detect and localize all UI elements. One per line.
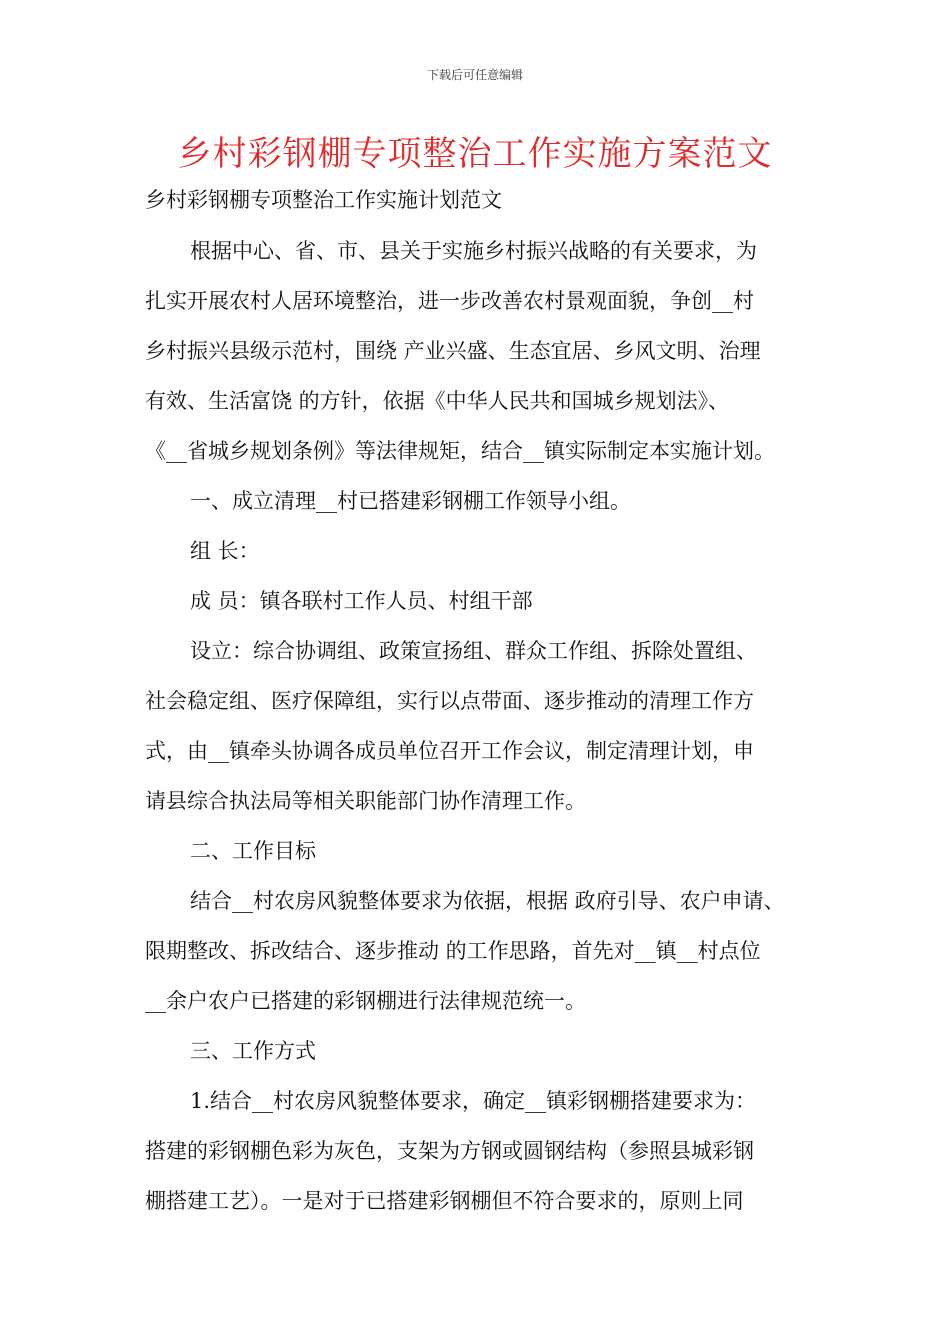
paragraph-line: 《__省城乡规划条例》等法律规矩，结合__镇实际制定本实施计划。 [145,439,775,463]
section-heading-1: 一、成立清理__村已搭建彩钢棚工作领导小组。 [190,489,631,513]
paragraph-line: 结合__村农房风貌整体要求为依据，根据 政府引导、农户申请、 [190,889,785,913]
paragraph-line: __余户农户已搭建的彩钢棚进行法律规范统一。 [145,989,586,1013]
paragraph-line: 设立：综合协调组、政策宣扬组、群众工作组、拆除处置组、 [190,639,757,663]
subtitle-line: 乡村彩钢棚专项整治工作实施计划范文 [145,188,502,212]
paragraph-line: 棚搭建工艺）。一是对于已搭建彩钢棚但不符合要求的，原则上同 [145,1189,744,1213]
paragraph-line: 请县综合执法局等相关职能部门协作清理工作。 [145,789,586,813]
paragraph-line: 式，由__镇牵头协调各成员单位召开工作会议，制定清理计划，申 [145,739,754,763]
section-heading-2: 二、工作目标 [190,839,316,863]
header-note: 下载后可任意编辑 [426,68,523,82]
paragraph-line: 搭建的彩钢棚色彩为灰色，支架为方钢或圆钢结构（参照县城彩钢 [145,1139,754,1163]
paragraph-line: 根据中心、省、市、县关于实施乡村振兴战略的有关要求，为 [190,239,757,263]
group-members-line: 成 员：镇各联村工作人员、村组干部 [190,589,533,613]
paragraph-line: 限期整改、拆改结合、逐步推动 的工作思路，首先对__镇__村点位 [145,939,761,963]
paragraph-line: 扎实开展农村人居环境整治，进一步改善农村景观面貌，争创__村 [145,289,754,313]
paragraph-line: 乡村振兴县级示范村，围绕 产业兴盛、生态宜居、乡风文明、治理 [145,339,761,363]
paragraph-line: 社会稳定组、医疗保障组，实行以点带面、逐步推动的清理工作方 [145,689,754,713]
document-title: 乡村彩钢棚专项整治工作实施方案范文 [177,134,773,174]
paragraph-line: 有效、生活富饶 的方针，依据《中华人民共和国城乡规划法》、 [145,389,730,413]
paragraph-line: 1.结合__村农房风貌整体要求，确定__镇彩钢棚搭建要求为： [190,1089,757,1113]
section-heading-3: 三、工作方式 [190,1039,316,1063]
group-leader-line: 组 长： [190,539,260,563]
